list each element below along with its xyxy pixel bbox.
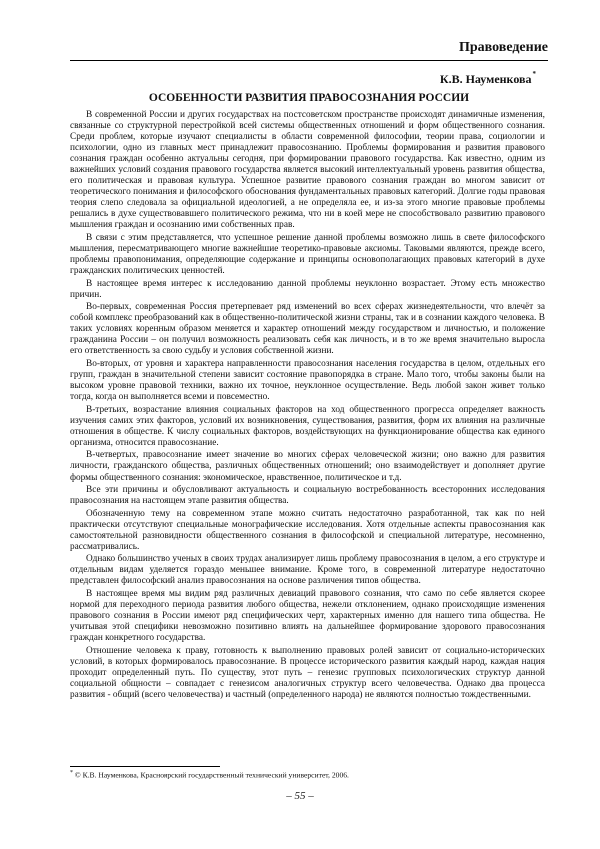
page-number: – 55 – [286, 790, 314, 802]
author-text: К.В. Науменкова [439, 72, 532, 86]
paragraph: Отношение человека к праву, готовность к выполнению правовых ролей зависит от социально-исторических условий, в которых формировалось правосознание. В процессе исторического развития каждый народ, каждая нация проходит определенный путь. По существу, этот путь – генезис групповых психологических структур данной социальной общности – совпадает с генезисом аналогичных структур всего человечества. Однако два процесса развития - общий (всего человечества) и частный (определенного народа) не являются полностью тождественными. [70, 645, 545, 700]
paragraph: В-четвертых, правосознание имеет значение во многих сферах человеческой жизни; оно важно для развития личности, гражданского общества, различных общественных отношений; оно взаимодействует и дополняет другие формы общественного сознания: экономическое, нравственное, политическое и т.д. [70, 450, 545, 483]
paragraph: В современной России и других государствах на постсоветском пространстве происходят динамичные изменения, связанные со структурной перестройкой всей системы общественных отношений и форм общественного сознания. Среди проблем, которые изучают специалисты в области современной философии, теории права, социологии и психологии, одно из главных мест принадлежит правосознанию. Проблемы формирования и развития правового сознания граждан особенно актуальны сегодня, при формировании правового государства. Как известно, одним из важнейших условий создания правового государства является высокий интеллектуальный уровень развития общества, его политическая и правовая культура. Успешное развитие правового сознания граждан во многом зависит от теоретического понимания и философского обоснования фундаментальных правовых категорий. Долгие годы правовая теория слепо следовала за официальной идеологией, а не определяла ее, и из-за этого многие правовые проблемы решались в духе существовавшего политического режима, что ни в коей мере не способствовало развитию правового мышления граждан и осознанию ими собственных прав. [70, 110, 545, 231]
footnote-text: © К.В. Науменкова, Красноярский государственный технический университет, 2006. [74, 770, 349, 780]
author-name [440, 72, 536, 87]
article-title: ОСОБЕННОСТИ РАЗВИТИЯ ПРАВОСОЗНАНИЯ РОССИИ [148, 92, 470, 104]
section-label: Правоведение [458, 40, 548, 55]
paragraph: В связи с этим представляется, что успешное решение данной проблемы возможно лишь в свете философского мышления, пересматривающего многие важнейшие теоретико-правовые аксиомы. Таковыми являются, прежде всего, проблемы правопонимания, определяющие содержание и принципы основополагающих правовых категорий в духе гражданских политических ценностей. [70, 233, 545, 277]
author-footnote-mark: * [532, 70, 536, 78]
paragraph: Все эти причины и обусловливают актуальность и социальную востребованность всесторонних исследования правосознания на настоящем этапе развития общества. [70, 485, 545, 507]
footnote-rule [70, 766, 220, 767]
paragraph: Во-первых, современная Россия претерпевает ряд изменений во всех сферах жизнедеятельности, что влечёт за собой комплекс преобразований как в общественно-политической жизни страны, так и в сознании каждого человека. В таких условиях коренным образом меняется и характер отношений между государством и личностью, и положение гражданина России – он получил возможность реализовать себя как личность, и в то же время значительно выросла его ответственность за свою судьбу и условия собственной жизни. [70, 302, 545, 357]
paragraph: В-третьих, возрастание влияния социальных факторов на ход общественного прогресса определяет важность изучения самих этих факторов, условий их возникновения, существования, развития, форм их влияния на различные отношения в обществе. К числу социальных факторов, воздействующих на функционирование общества как единого организма, относится правосознание. [70, 404, 545, 448]
article-body [70, 110, 545, 702]
footnote [70, 770, 548, 780]
footnote-mark: * [70, 770, 73, 776]
paragraph: В настоящее время интерес к исследованию данной проблемы неуклонно возрастает. Этому есть множество причин. [70, 278, 545, 300]
paragraph: Во-вторых, от уровня и характера направленности правосознания населения государства в целом, отдельных его групп, граждан в значительной степени зависит состояние правопорядка в стране. Мало того, чтобы законы были на высоком уровне правовой техники, важно их точное, неуклонное осуществление. Ведь любой закон живет только тогда, когда он выполняется всеми и повсеместно. [70, 359, 545, 403]
paragraph: В настоящее время мы видим ряд различных девиаций правового сознания, что само по себе является скорее нормой для переходного периода развития любого общества, нежели отклонением, однако происходящие изменения правового сознания в России имеют ряд специфических черт, характерных именно для нашего типа общества. Не учитывая этой специфики невозможно позитивно влиять на дальнейшее формирование здорового правосознания граждан конкретного государства. [70, 588, 545, 644]
paragraph: Однако большинство ученых в своих трудах анализирует лишь проблему правосознания в целом, а его структуре и отдельным видам уделяется гораздо меньшее внимание. Кроме того, в современной литературе недостаточно представлен философский анализ правосознания на основе различения типов общества. [70, 554, 545, 587]
paragraph: Обозначенную тему на современном этапе можно считать недостаточно разработанной, так как по ней практически отсутствуют специальные монографические исследования. Хотя отдельные аспекты правосознания как самостоятельной разновидности общественного сознания в философской и специальной литературе, несомненно, рассматривались. [70, 508, 545, 552]
header-rule [70, 60, 548, 61]
